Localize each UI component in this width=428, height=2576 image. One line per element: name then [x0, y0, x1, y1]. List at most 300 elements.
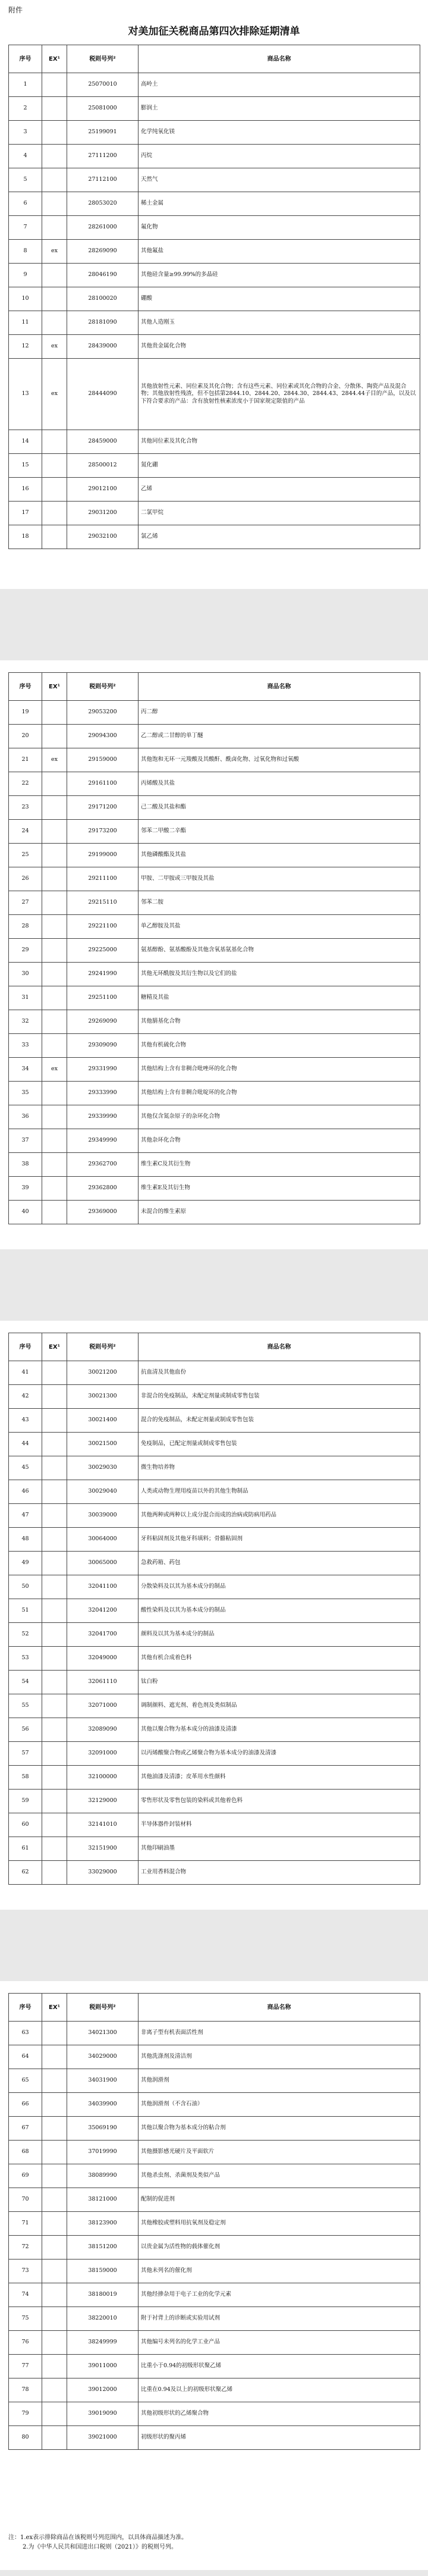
table-row: [9, 915, 420, 939]
cell-ex: [42, 1813, 67, 1837]
cell-name: 其他洗涤剂及清洁剂: [139, 2045, 420, 2069]
cell-code: 28459000: [67, 430, 139, 454]
cell-ex: [42, 2212, 67, 2236]
cell-name: 其他氟盐: [139, 240, 420, 264]
cell-seq: 34: [9, 1058, 42, 1082]
cell-code: 28053020: [67, 192, 139, 216]
cell-code: 29369000: [67, 1201, 139, 1224]
cell-name: 单乙醇胺及其盐: [139, 915, 420, 939]
table-row: [9, 748, 420, 772]
cell-seq: 44: [9, 1433, 42, 1456]
cell-seq: 32: [9, 1010, 42, 1034]
cell-name: 其他硅含量≥99.99%的多晶硅: [139, 264, 420, 287]
cell-ex: [42, 1153, 67, 1177]
cell-name: 分散染料及以其为基本成分的制品: [139, 1575, 420, 1599]
cell-seq: 77: [9, 2355, 42, 2378]
cell-code: 29161100: [67, 772, 139, 796]
cell-seq: 68: [9, 2141, 42, 2164]
cell-seq: 36: [9, 1105, 42, 1129]
cell-code: 39011000: [67, 2355, 139, 2378]
cell-seq: 67: [9, 2117, 42, 2141]
cell-code: 34021300: [67, 2022, 139, 2045]
cell-code: 32091000: [67, 1742, 139, 1766]
cell-name: 其他摄影感光硬片及平面软片: [139, 2141, 420, 2164]
table-row: [9, 2378, 420, 2402]
cell-name: 其他经掺杂用于电子工业的化学元素: [139, 2283, 420, 2307]
cell-ex: [42, 1433, 67, 1456]
cell-name: 初级形状的聚丙烯: [139, 2426, 420, 2450]
cell-name: 其他杂环化合物: [139, 1129, 420, 1153]
cell-code: 29269090: [67, 1010, 139, 1034]
cell-seq: 74: [9, 2283, 42, 2307]
table-row: [9, 891, 420, 915]
cell-name: 人类或动物生理用疫苗以外的其他生物制品: [139, 1480, 420, 1504]
cell-seq: 42: [9, 1385, 42, 1409]
cell-code: 27111200: [67, 145, 139, 168]
cell-code: 28100020: [67, 287, 139, 311]
cell-seq: 31: [9, 986, 42, 1010]
cell-code: 38249999: [67, 2331, 139, 2355]
cell-ex: [42, 1105, 67, 1129]
cell-seq: 8: [9, 240, 42, 264]
cell-ex: [42, 121, 67, 145]
cell-seq: 12: [9, 335, 42, 359]
cell-code: 29053200: [67, 701, 139, 725]
cell-name: 零售形状及零售包装的染料或其他着色料: [139, 1790, 420, 1813]
cell-ex: [42, 430, 67, 454]
table-row: [9, 2307, 420, 2331]
table-row: [9, 1385, 420, 1409]
table-row: [9, 1552, 420, 1575]
table-row: [9, 73, 420, 97]
table-row: [9, 1861, 420, 1885]
cell-name: 糖精及其盐: [139, 986, 420, 1010]
cell-code: 29199000: [67, 844, 139, 867]
table-row: [9, 311, 420, 335]
cell-ex: [42, 1177, 67, 1201]
table-row: [9, 2402, 420, 2426]
cell-ex: [42, 2307, 67, 2331]
table-row: [9, 1201, 420, 1224]
cell-code: 29349990: [67, 1129, 139, 1153]
table-row: [9, 1742, 420, 1766]
cell-ex: [42, 1623, 67, 1647]
cell-code: 29339990: [67, 1105, 139, 1129]
cell-seq: 45: [9, 1456, 42, 1480]
cell-seq: 28: [9, 915, 42, 939]
table-header-row: [9, 1333, 420, 1361]
table-row: [9, 820, 420, 844]
cell-name: 乙二醇或二甘醇的单丁醚: [139, 725, 420, 748]
cell-code: 30021300: [67, 1385, 139, 1409]
cell-seq: 22: [9, 772, 42, 796]
cell-name: 未混合的维生素原: [139, 1201, 420, 1224]
table-row: [9, 192, 420, 216]
table-row: [9, 1718, 420, 1742]
document-title: 对美加征关税商品第四次排除延期清单: [128, 26, 300, 37]
cell-seq: 54: [9, 1671, 42, 1694]
cell-name: 化学纯氧化镁: [139, 121, 420, 145]
cell-seq: 27: [9, 891, 42, 915]
cell-name: 钛白粉: [139, 1671, 420, 1694]
cell-code: 34031900: [67, 2069, 139, 2093]
cell-name: 调制颜料、遮光剂、着色剂及类似制品: [139, 1694, 420, 1718]
table-header-row: [9, 673, 420, 701]
cell-seq: 15: [9, 454, 42, 478]
cell-code: 29211100: [67, 867, 139, 891]
cell-name: 其他结构上含有非稠合吡唑环的化合物: [139, 1058, 420, 1082]
cell-seq: 78: [9, 2378, 42, 2402]
cell-name: 其他橡胶或塑料用抗氧剂及稳定剂: [139, 2212, 420, 2236]
cell-code: 29251100: [67, 986, 139, 1010]
cell-code: 32041700: [67, 1623, 139, 1647]
cell-code: 29309090: [67, 1034, 139, 1058]
cell-name: 以丙烯酸聚合物或乙烯聚合物为基本成分的油漆及清漆: [139, 1742, 420, 1766]
cell-ex: [42, 1766, 67, 1790]
cell-ex: [42, 844, 67, 867]
header-ex: EX¹: [42, 45, 67, 73]
cell-ex: [42, 168, 67, 192]
cell-seq: 56: [9, 1718, 42, 1742]
cell-name: 其他饱和无环一元羧酸及其酸酐、酰卤化物、过氧化物和过氧酸: [139, 748, 420, 772]
cell-code: 30064000: [67, 1528, 139, 1552]
cell-code: 30021200: [67, 1361, 139, 1385]
cell-seq: 71: [9, 2212, 42, 2236]
table-row: [9, 2093, 420, 2117]
cell-name: 其他以聚合物为基本成分的油漆及清漆: [139, 1718, 420, 1742]
table-row: [9, 430, 420, 454]
table-row: [9, 2331, 420, 2355]
cell-name: 免疫制品，已配定剂量或制成零售包装: [139, 1433, 420, 1456]
cell-code: 28261000: [67, 216, 139, 240]
cell-ex: [42, 1647, 67, 1671]
cell-name: 维生素E及其衍生物: [139, 1177, 420, 1201]
product-table-page-3: [8, 1333, 420, 1885]
cell-ex: [42, 2117, 67, 2141]
cell-code: 29225000: [67, 939, 139, 963]
table-row: [9, 2212, 420, 2236]
table-row: [9, 2283, 420, 2307]
cell-code: 32129000: [67, 1790, 139, 1813]
cell-name: 维生素C及其衍生物: [139, 1153, 420, 1177]
cell-name: 丙烷: [139, 145, 420, 168]
cell-code: 29333990: [67, 1082, 139, 1105]
cell-seq: 18: [9, 525, 42, 549]
cell-code: 32100000: [67, 1766, 139, 1790]
cell-name: 甲胺、二甲胺或三甲胺及其盐: [139, 867, 420, 891]
cell-ex: [42, 701, 67, 725]
cell-name: 氯乙烯: [139, 525, 420, 549]
cell-seq: 35: [9, 1082, 42, 1105]
cell-name: 稀土金属: [139, 192, 420, 216]
cell-ex: [42, 2164, 67, 2188]
table-row: [9, 2188, 420, 2212]
table-row: [9, 939, 420, 963]
cell-code: 29215110: [67, 891, 139, 915]
cell-name: 天然气: [139, 168, 420, 192]
cell-ex: [42, 97, 67, 121]
cell-seq: 46: [9, 1480, 42, 1504]
table-row: [9, 1058, 420, 1082]
cell-ex: [42, 1129, 67, 1153]
cell-seq: 37: [9, 1129, 42, 1153]
cell-name: 非离子型有机表面活性剂: [139, 2022, 420, 2045]
cell-code: 32089090: [67, 1718, 139, 1742]
cell-name: 其他人造刚玉: [139, 311, 420, 335]
header-ex: EX¹: [42, 1333, 67, 1361]
cell-ex: [42, 915, 67, 939]
header-ex: EX¹: [42, 673, 67, 701]
cell-name: 氟化物: [139, 216, 420, 240]
cell-code: 29031200: [67, 502, 139, 525]
table-row: [9, 454, 420, 478]
table-row: [9, 1528, 420, 1552]
cell-code: 32061110: [67, 1671, 139, 1694]
cell-ex: [42, 2188, 67, 2212]
cell-name: 比重在0.94及以上的初级形状聚乙烯: [139, 2378, 420, 2402]
cell-seq: 26: [9, 867, 42, 891]
cell-ex: [42, 1837, 67, 1861]
cell-code: 32141010: [67, 1813, 139, 1837]
cell-code: 38220010: [67, 2307, 139, 2331]
cell-ex: [42, 2045, 67, 2069]
cell-ex: ex: [42, 748, 67, 772]
cell-code: 29221100: [67, 915, 139, 939]
cell-seq: 21: [9, 748, 42, 772]
cell-name: 混合的免疫制品，未配定剂量或制成零售包装: [139, 1409, 420, 1433]
cell-name: 其他未列名的催化剂: [139, 2260, 420, 2283]
cell-ex: [42, 2069, 67, 2093]
table-row: [9, 359, 420, 430]
cell-name: 牙科粘固剂及其他牙科填料；骨骼粘固剂: [139, 1528, 420, 1552]
cell-ex: [42, 192, 67, 216]
cell-ex: [42, 1034, 67, 1058]
cell-seq: 59: [9, 1790, 42, 1813]
table-header-row: [9, 1994, 420, 2022]
cell-seq: 3: [9, 121, 42, 145]
cell-code: 30065000: [67, 1552, 139, 1575]
table-row: [9, 2069, 420, 2093]
table-row: [9, 772, 420, 796]
cell-name: 其他以聚合物为基本成分的粘合剂: [139, 2117, 420, 2141]
cell-ex: [42, 1575, 67, 1599]
cell-name: 二氯甲烷: [139, 502, 420, 525]
cell-code: 33029000: [67, 1861, 139, 1885]
cell-name: 其他结构上含有非稠合吡啶环的化合物: [139, 1082, 420, 1105]
header-name: 商品名称: [139, 1333, 420, 1361]
table-row: [9, 1599, 420, 1623]
table-row: [9, 145, 420, 168]
table-row: [9, 1671, 420, 1694]
table-row: [9, 1082, 420, 1105]
table-row: [9, 1177, 420, 1201]
cell-seq: 16: [9, 478, 42, 502]
cell-seq: 14: [9, 430, 42, 454]
cell-name: 附于衬背上的诊断或实验用试剂: [139, 2307, 420, 2331]
cell-name: 其他放射性元素、同位素及其化合物；含有这些元素、同位素或其化合物的合金、分散体、陶瓷产品及混合物；其他放射性残渣，但不包括第2844.10、2844.20、2844.30、2844.43、2844.44子目的产品，以及以下符合要求的产品：含有放射性核素浓度小于国家规定限值的产品: [139, 359, 420, 430]
cell-code: 27112100: [67, 168, 139, 192]
cell-ex: [42, 986, 67, 1010]
cell-ex: [42, 891, 67, 915]
table-row: [9, 335, 420, 359]
cell-seq: 9: [9, 264, 42, 287]
cell-ex: [42, 1861, 67, 1885]
cell-seq: 69: [9, 2164, 42, 2188]
cell-code: 29159000: [67, 748, 139, 772]
header-code: 税则号列²: [67, 673, 139, 701]
cell-seq: 25: [9, 844, 42, 867]
cell-ex: [42, 1528, 67, 1552]
cell-seq: 50: [9, 1575, 42, 1599]
cell-seq: 5: [9, 168, 42, 192]
table-row: [9, 1361, 420, 1385]
cell-name: 其他润滑剂: [139, 2069, 420, 2093]
cell-ex: [42, 1456, 67, 1480]
cell-seq: 66: [9, 2093, 42, 2117]
table-row: [9, 2260, 420, 2283]
footnote-2: 2.为《中华人民共和国进出口税则（2021）》的税则号列。: [23, 2543, 177, 2550]
cell-seq: 43: [9, 1409, 42, 1433]
cell-name: 其他润滑剂（不含石油）: [139, 2093, 420, 2117]
cell-ex: [42, 2378, 67, 2402]
cell-name: 酸性染料及以其为基本成分的制品: [139, 1599, 420, 1623]
table-row: [9, 1813, 420, 1837]
cell-name: 抗血清及其他血份: [139, 1361, 420, 1385]
cell-name: 非混合的免疫制品，未配定剂量或制成零售包装: [139, 1385, 420, 1409]
cell-name: 其他编号未列名的化学工业产品: [139, 2331, 420, 2355]
cell-code: 32151900: [67, 1837, 139, 1861]
cell-name: 己二酸及其盐和酯: [139, 796, 420, 820]
cell-seq: 57: [9, 1742, 42, 1766]
cell-ex: ex: [42, 359, 67, 430]
cell-ex: [42, 2355, 67, 2378]
cell-name: 其他印刷油墨: [139, 1837, 420, 1861]
cell-code: 28046190: [67, 264, 139, 287]
table-row: [9, 1504, 420, 1528]
cell-ex: [42, 478, 67, 502]
cell-code: 38151200: [67, 2236, 139, 2260]
table-row: [9, 1575, 420, 1599]
header-seq: 序号: [9, 1994, 42, 2022]
cell-ex: [42, 2283, 67, 2307]
table-row: [9, 2426, 420, 2450]
cell-ex: [42, 1010, 67, 1034]
cell-code: 34039900: [67, 2093, 139, 2117]
cell-seq: 48: [9, 1528, 42, 1552]
table-row: [9, 725, 420, 748]
cell-seq: 49: [9, 1552, 42, 1575]
cell-seq: 76: [9, 2331, 42, 2355]
cell-code: 32071000: [67, 1694, 139, 1718]
cell-name: 其他同位素及其化合物: [139, 430, 420, 454]
cell-ex: [42, 1694, 67, 1718]
table-row: [9, 844, 420, 867]
cell-seq: 19: [9, 701, 42, 725]
cell-code: 29362800: [67, 1177, 139, 1201]
table-row: [9, 1129, 420, 1153]
cell-ex: [42, 2402, 67, 2426]
cell-ex: [42, 2236, 67, 2260]
cell-name: 工业用香料混合物: [139, 1861, 420, 1885]
cell-code: 32049000: [67, 1647, 139, 1671]
cell-name: 其他无环酰胺及其衍生物以及它们的盐: [139, 963, 420, 986]
cell-ex: [42, 311, 67, 335]
header-name: 商品名称: [139, 673, 420, 701]
cell-seq: 10: [9, 287, 42, 311]
cell-seq: 40: [9, 1201, 42, 1224]
cell-seq: 58: [9, 1766, 42, 1790]
cell-code: 39019090: [67, 2402, 139, 2426]
cell-ex: [42, 1671, 67, 1694]
table-row: [9, 264, 420, 287]
cell-seq: 2: [9, 97, 42, 121]
footnote-1: 注：1.ex表示排除商品在该税则号列范围内，以具体商品描述为准。: [8, 2534, 188, 2541]
cell-ex: [42, 1504, 67, 1528]
cell-ex: [42, 2022, 67, 2045]
cell-ex: [42, 2141, 67, 2164]
cell-name: 颜料及以其为基本成分的制品: [139, 1623, 420, 1647]
cell-name: 其他有机合成着色料: [139, 1647, 420, 1671]
cell-seq: 11: [9, 311, 42, 335]
cell-ex: [42, 939, 67, 963]
table-row: [9, 1010, 420, 1034]
cell-seq: 41: [9, 1361, 42, 1385]
cell-seq: 30: [9, 963, 42, 986]
table-row: [9, 1766, 420, 1790]
table-row: [9, 121, 420, 145]
cell-name: 丙烯酸及其盐: [139, 772, 420, 796]
table-row: [9, 1456, 420, 1480]
cell-name: 其他仅含氮杂原子的杂环化合物: [139, 1105, 420, 1129]
table-row: [9, 1480, 420, 1504]
table-row: [9, 216, 420, 240]
cell-seq: 72: [9, 2236, 42, 2260]
table-row: [9, 2141, 420, 2164]
cell-seq: 24: [9, 820, 42, 844]
table-row: [9, 1647, 420, 1671]
header-seq: 序号: [9, 673, 42, 701]
cell-seq: 39: [9, 1177, 42, 1201]
cell-name: 其他初级形状的乙烯聚合物: [139, 2402, 420, 2426]
cell-ex: ex: [42, 335, 67, 359]
cell-seq: 23: [9, 796, 42, 820]
cell-code: 25070010: [67, 73, 139, 97]
cell-code: 30029030: [67, 1456, 139, 1480]
cell-ex: [42, 1718, 67, 1742]
cell-name: 丙二醇: [139, 701, 420, 725]
cell-ex: [42, 287, 67, 311]
cell-ex: [42, 216, 67, 240]
header-seq: 序号: [9, 1333, 42, 1361]
table-row: [9, 478, 420, 502]
cell-code: 30039000: [67, 1504, 139, 1528]
cell-code: 34029000: [67, 2045, 139, 2069]
cell-name: 邻苯二甲酸二辛酯: [139, 820, 420, 844]
header-name: 商品名称: [139, 45, 420, 73]
cell-code: 29241990: [67, 963, 139, 986]
cell-ex: [42, 2093, 67, 2117]
cell-name: 其他油漆及清漆；皮革用水性颜料: [139, 1766, 420, 1790]
cell-code: 29171200: [67, 796, 139, 820]
cell-name: 氨基醇酚、氨基酸酚及其他含氧基氨基化合物: [139, 939, 420, 963]
cell-name: 比重小于0.94的初级形状聚乙烯: [139, 2355, 420, 2378]
table-row: [9, 2236, 420, 2260]
table-row: [9, 2022, 420, 2045]
cell-seq: 73: [9, 2260, 42, 2283]
table-row: [9, 97, 420, 121]
cell-seq: 75: [9, 2307, 42, 2331]
cell-ex: [42, 820, 67, 844]
